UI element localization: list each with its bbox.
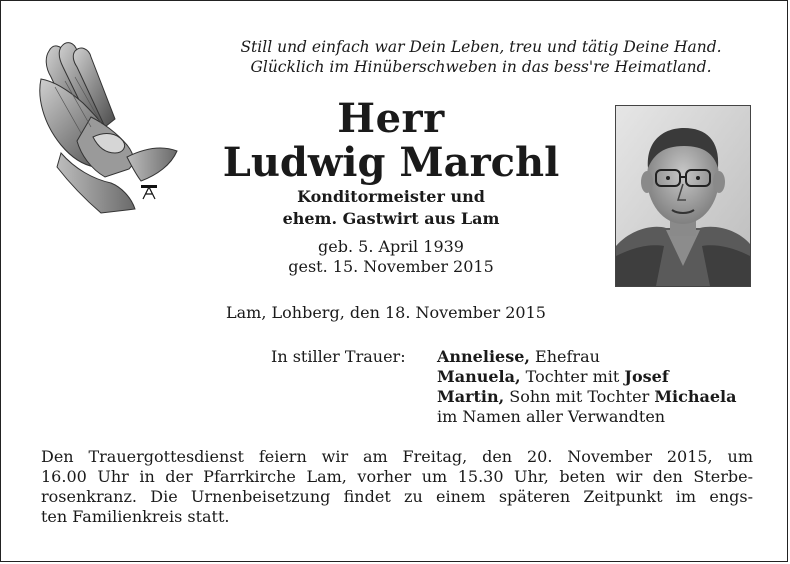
mourner-name: Manuela, [437,367,521,386]
praying-hands-image [31,37,181,217]
service-notice [41,447,753,527]
honorific: Herr [337,95,445,142]
death-date: gest. 15. November 2015 [288,257,494,276]
monogram-mark [141,185,157,199]
service-line-1: Den Trauergottesdienst feiern wir am Freitag, den 20. November 2015, um [41,447,753,466]
mourner-relation: Tochter mit [520,367,625,386]
memorial-verse [201,37,761,77]
mourner-name: Martin, [437,387,505,406]
verse-line-1: Still und einfach war Dein Leben, treu und tätig Deine Hand. [240,38,722,56]
verse-line-2: Glücklich im Hinüberschweben in das bess're Heimatland. [250,58,712,76]
mourner-name-secondary: Josef [624,367,669,386]
service-line-3: rosenkranz. Die Urnenbeisetzung findet zu einem späteren Zeitpunkt im engs- [41,487,753,506]
mourner-relation: Sohn mit Tochter [504,387,655,406]
deceased-block [211,97,571,277]
birth-date: geb. 5. April 1939 [318,237,464,256]
mourner-name-secondary: Michaela [654,387,737,406]
deceased-name: Ludwig Marchl [222,139,560,186]
profession-line-2: ehem. Gastwirt aus Lam [282,209,500,228]
service-line-4: ten Familienkreis statt. [41,507,230,526]
mourners-label: In stiller Trauer: [271,347,406,366]
place-and-date: Lam, Lohberg, den 18. November 2015 [226,303,546,322]
mourners-closing: im Namen aller Verwandten [437,407,666,426]
service-line-2: 16.00 Uhr in der Pfarrkirche Lam, vorher um 15.30 Uhr, beten wir den Sterbe- [41,467,753,486]
mourner-relation: Ehefrau [529,347,600,366]
mourner-name: Anneliese, [437,347,530,366]
portrait-photo [615,105,751,287]
mourner-line [437,387,736,407]
mourners-list [437,347,736,427]
mourner-line [437,367,736,387]
mourner-line [437,347,736,367]
profession-line-1: Konditormeister und [297,187,485,206]
